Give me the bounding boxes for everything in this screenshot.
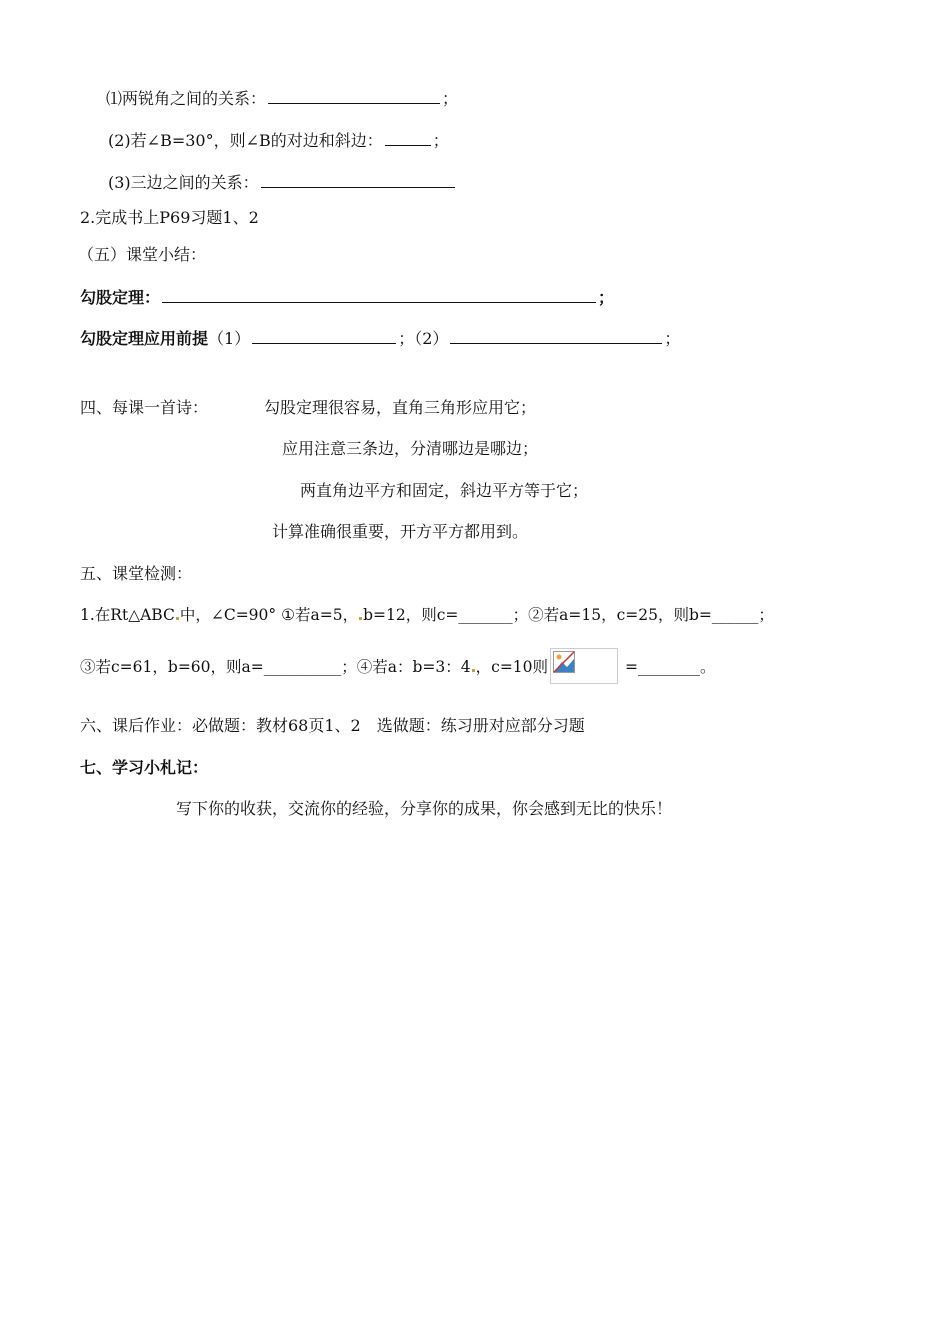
question-1-end: ；: [442, 89, 459, 108]
check-heading: [80, 563, 192, 585]
poem-line-1: [264, 397, 536, 419]
summary-heading: [78, 244, 206, 266]
poem-heading: [80, 397, 208, 419]
notes-text: 写下你的收获，交流你的经验，分享你的成果，你会感到无比的快乐！: [176, 799, 673, 818]
notes-heading-text: 七、学习小札记：: [80, 758, 209, 777]
check-text: ；②若a=15，c=25，则b=: [512, 606, 712, 624]
broken-image-icon: [550, 648, 618, 684]
check-problem-1-line-2: [80, 650, 716, 686]
task-2: [80, 207, 259, 229]
answer-blank[interactable]: ______: [711, 606, 759, 624]
question-3-text: (3)三边之间的关系：: [108, 173, 259, 192]
homework-text: 六、课后作业：必做题：教材68页1、2 选做题：练习册对应部分习题: [80, 716, 585, 735]
premise-line: [80, 327, 680, 350]
check-problem-1-line-1: [80, 604, 774, 626]
answer-blank[interactable]: [252, 327, 396, 344]
check-text: 。: [699, 658, 716, 676]
marker-dot: [359, 617, 362, 620]
image-placeholder-glyph: [553, 651, 575, 673]
check-text: 中，∠C=90°: [179, 606, 277, 624]
marker-dot: [472, 669, 475, 672]
answer-blank[interactable]: __________: [263, 658, 342, 676]
answer-blank[interactable]: [450, 327, 662, 344]
question-1-text: ⑴两锐角之间的关系：: [106, 89, 267, 108]
pythagorean-label: 勾股定理：: [80, 288, 161, 307]
poem-line-3: [300, 480, 588, 502]
check-text: ①若a=5，: [281, 606, 359, 624]
check-heading-text: 五、课堂检测：: [80, 564, 193, 583]
poem-line-2: [282, 438, 538, 460]
question-2-end: ；: [432, 131, 449, 150]
poem-heading-text: 四、每课一首诗：: [80, 398, 209, 417]
answer-blank[interactable]: _______: [458, 606, 513, 624]
check-text: ；: [758, 606, 774, 624]
poem-line-4: [272, 521, 528, 543]
answer-blank[interactable]: [162, 286, 596, 303]
check-text: ，c=10则: [475, 658, 549, 676]
question-1: [106, 87, 458, 110]
answer-blank[interactable]: [385, 129, 431, 146]
pythagorean-end: ；: [598, 288, 615, 307]
poem-line-2-text: 应用注意三条边，分清哪边是哪边；: [282, 439, 539, 458]
check-text: b=12，则c=: [363, 606, 459, 624]
notes-text-line: [176, 798, 672, 820]
check-text: ③若c=61，b=60，则a=: [80, 658, 264, 676]
check-text: =: [624, 658, 638, 676]
notes-heading: [80, 757, 208, 779]
question-2-text: (2)若∠B=30°，则∠B的对边和斜边：: [108, 131, 383, 150]
premise-2-label: ；（2）: [398, 329, 449, 348]
premise-label: 勾股定理应用前提: [80, 329, 209, 348]
poem-line-4-text: 计算准确很重要，开方平方都用到。: [272, 522, 529, 541]
summary-heading-text: （五）课堂小结：: [78, 245, 207, 264]
premise-1-label: （1）: [208, 329, 251, 348]
marker-dot: [176, 617, 179, 620]
premise-end: ；: [664, 329, 681, 348]
homework-line: [80, 715, 585, 737]
answer-blank[interactable]: ________: [637, 658, 700, 676]
question-2: [108, 129, 449, 152]
task-2-text: 2.完成书上P69习题1、2: [80, 208, 259, 227]
answer-blank[interactable]: [268, 87, 440, 104]
answer-blank[interactable]: [261, 171, 455, 188]
check-text: 1.在Rt△ABC: [80, 606, 175, 624]
check-text: ；④若a：b=3：4: [341, 658, 471, 676]
question-3: [108, 171, 457, 194]
poem-line-1-text: 勾股定理很容易，直角三角形应用它；: [264, 398, 537, 417]
pythagorean-theorem-line: [80, 286, 614, 309]
poem-line-3-text: 两直角边平方和固定，斜边平方等于它；: [300, 481, 589, 500]
